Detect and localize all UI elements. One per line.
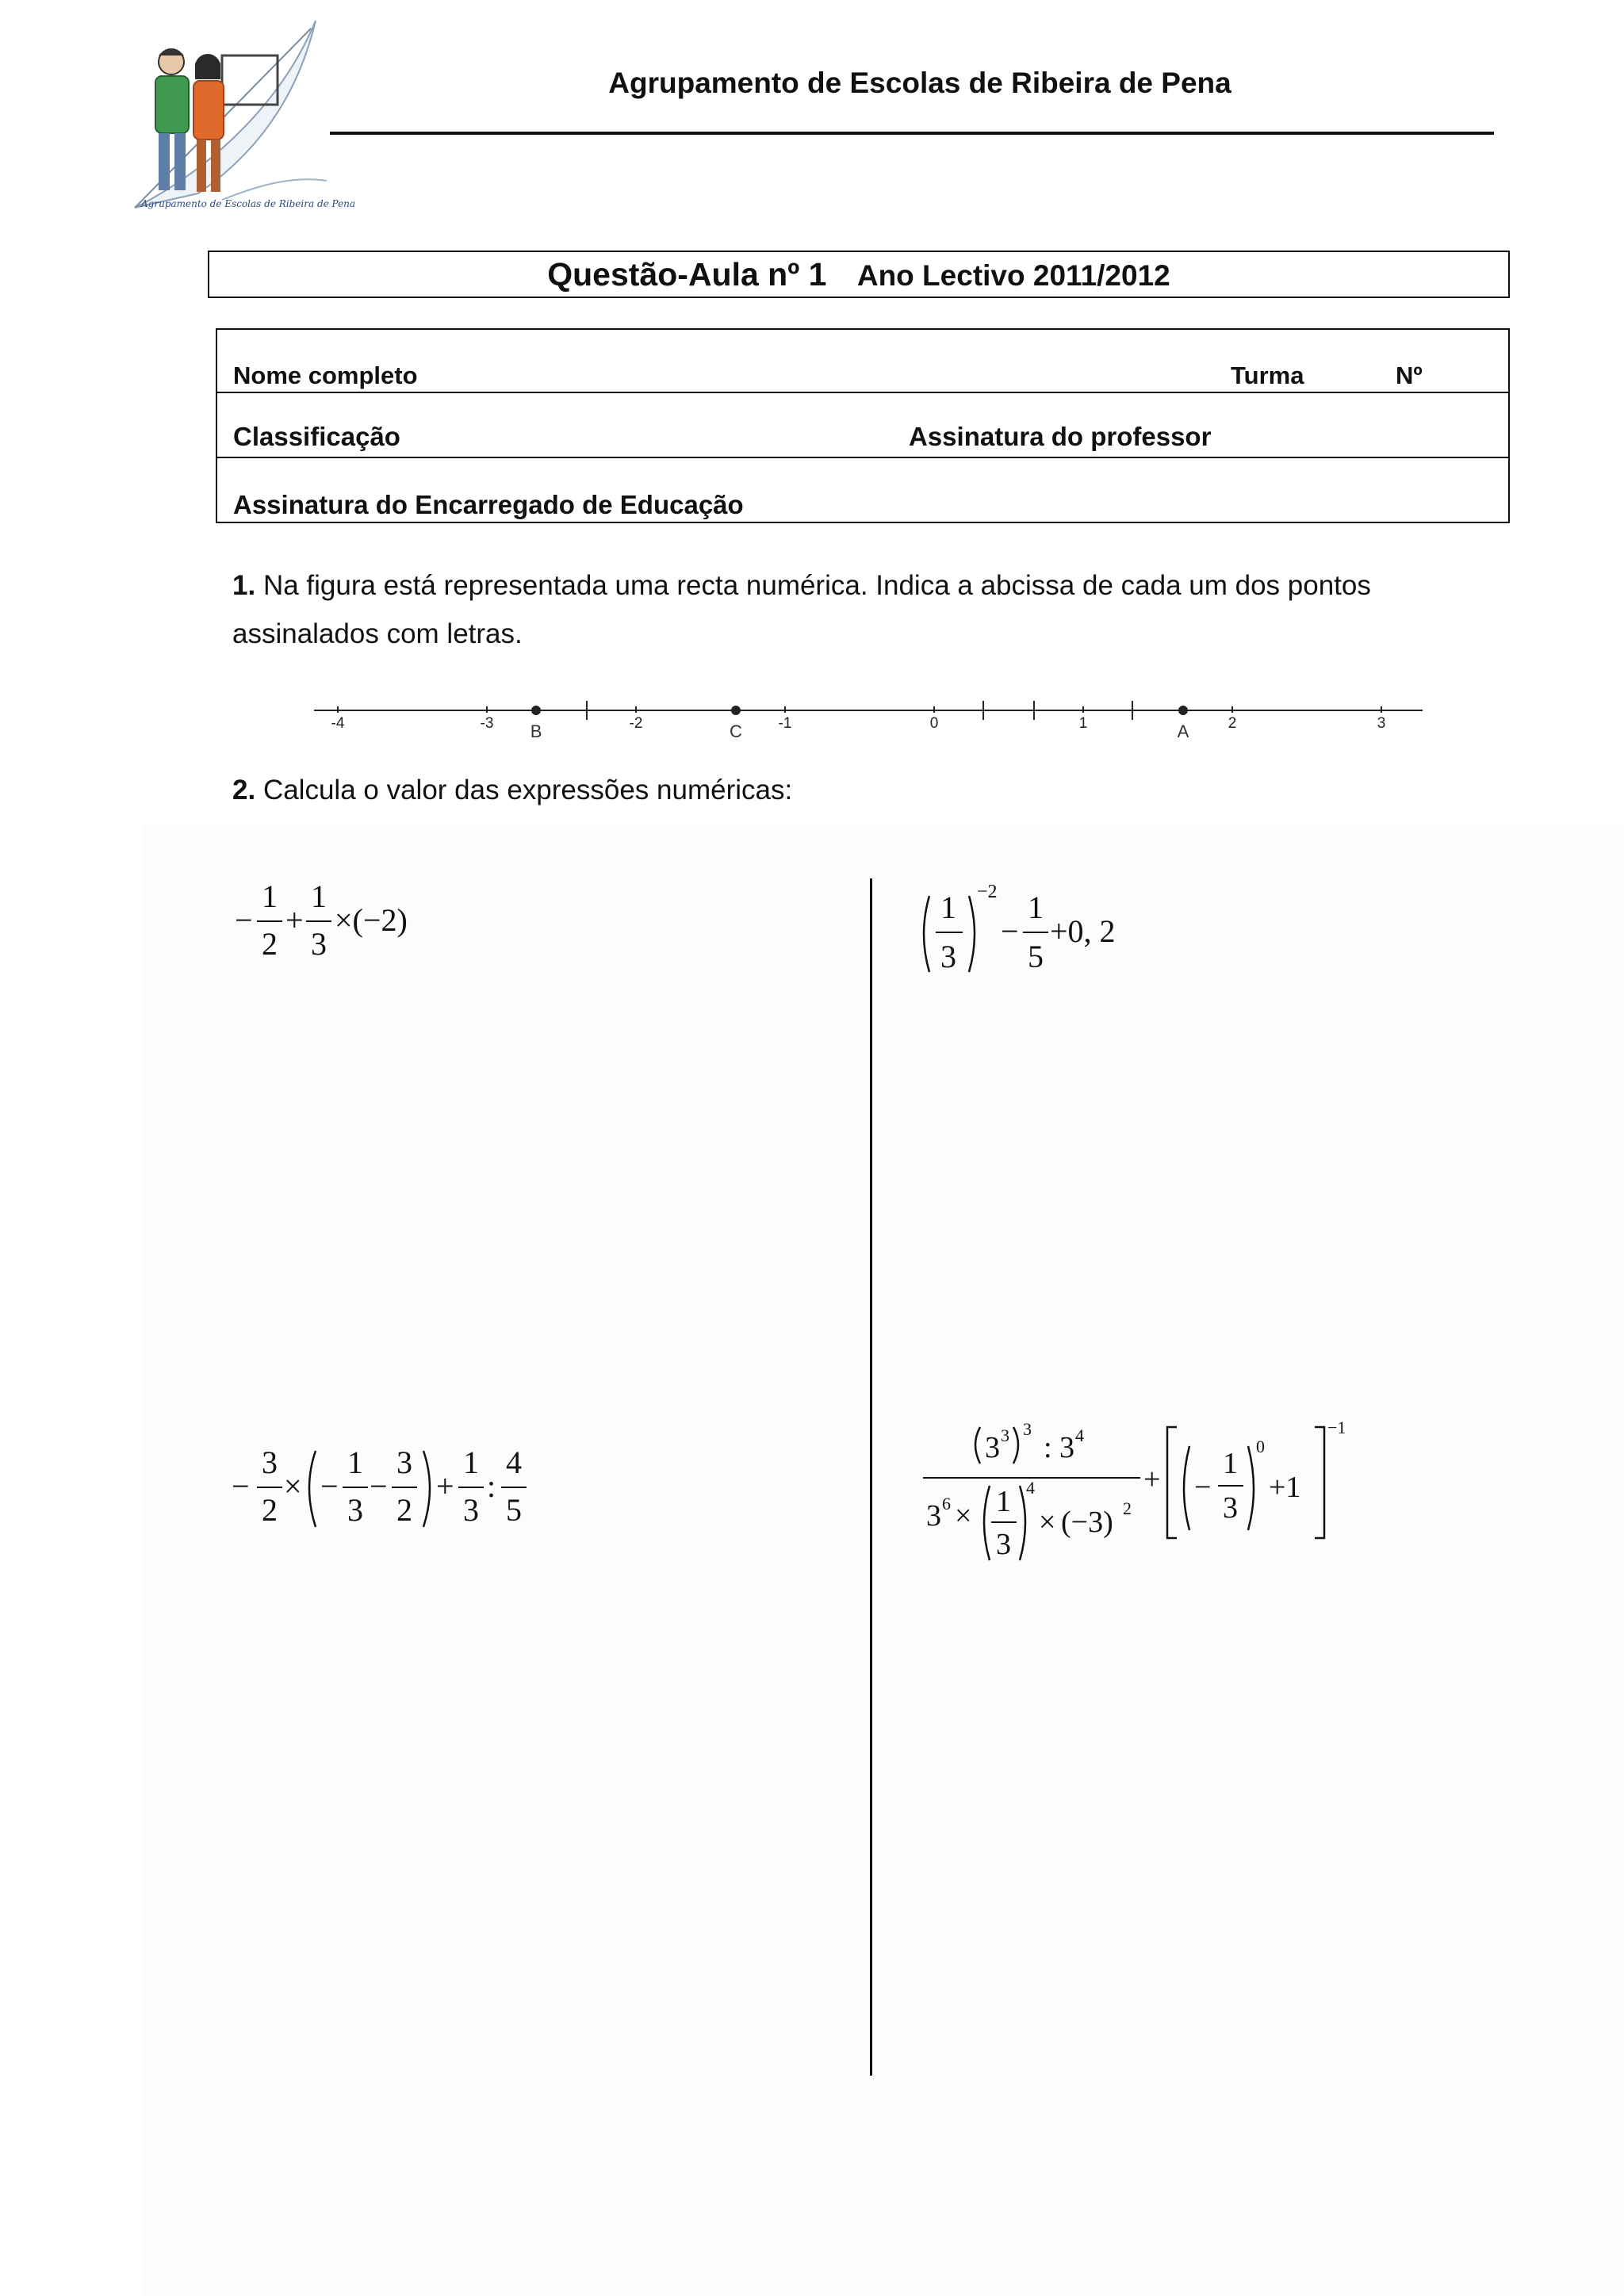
info-row-guardian [217, 458, 1508, 523]
expr-d-outer-exponent: −1 [1327, 1418, 1346, 1437]
expr-b-tail: +0, 2 [1050, 913, 1116, 949]
number-line-point-label: C [730, 721, 742, 741]
expr-d-plus: + [1143, 1463, 1161, 1496]
expr-d-exp6: 6 [942, 1494, 951, 1513]
number-line-figure [309, 693, 1435, 748]
expr-c-minus2: − [320, 1468, 339, 1504]
expr-c-num5: 4 [506, 1445, 522, 1480]
expr-c-den1: 2 [262, 1492, 278, 1528]
teacher-signature-label: Assinatura do professor [909, 422, 1212, 451]
number-line-tick-label: -3 [480, 715, 494, 732]
expr-d-frac-exp: 4 [1026, 1478, 1035, 1498]
expr-d-neg3: (−3) [1061, 1506, 1113, 1539]
expr-c-minus3: − [370, 1468, 388, 1504]
expr-d-minus: − [1194, 1471, 1212, 1504]
expr-c-den2: 3 [347, 1492, 363, 1528]
expr-d-times2: × [1039, 1506, 1056, 1539]
expr-c-plus: + [436, 1468, 454, 1504]
expr-a-num2: 1 [311, 878, 327, 914]
exam-title: Questão-Aula nº 1 [547, 256, 827, 293]
number-line-tick-label: -1 [778, 715, 792, 732]
expr-a-den2: 3 [311, 926, 327, 962]
number-line-tick-label: 1 [1078, 715, 1088, 732]
student-info-table [216, 328, 1510, 523]
number-line-tick-label: 0 [929, 715, 939, 732]
number-line-tick-label: -4 [331, 715, 345, 732]
expr-b-num2: 1 [1028, 890, 1044, 925]
expr-d-plus-one: +1 [1269, 1471, 1301, 1504]
expr-d-outer-exp: 3 [1023, 1419, 1032, 1439]
expr-a-minus: − [235, 902, 253, 938]
info-row-name [217, 330, 1508, 393]
expr-c-den5: 5 [506, 1492, 522, 1528]
info-row-grade [217, 393, 1508, 458]
expr-d-base2: 3 [1059, 1431, 1074, 1464]
expr-c-num3: 3 [396, 1445, 412, 1480]
expr-c-den3: 2 [396, 1492, 412, 1528]
expr-d-inner-exp: 3 [1001, 1425, 1009, 1445]
question-1 [232, 561, 1517, 658]
expr-a-num1: 1 [262, 878, 278, 914]
expr-d-exp2: 2 [1123, 1498, 1132, 1518]
expr-d-g-exp: 0 [1256, 1437, 1265, 1456]
expr-d-base: 3 [985, 1431, 1000, 1464]
number-line-tick-label: 2 [1228, 715, 1237, 732]
number-line-point-label: B [530, 721, 542, 741]
expr-c-num2: 1 [347, 1445, 363, 1480]
grade-label: Classificação [233, 422, 400, 451]
expr-c-colon: : [487, 1468, 496, 1504]
expr-c-num1: 3 [262, 1445, 278, 1480]
expr-d-frac-den: 3 [996, 1528, 1011, 1561]
number-line [309, 693, 1435, 748]
expression-b [918, 878, 1140, 982]
column-divider [870, 878, 872, 2076]
question-2 [232, 766, 1501, 814]
expr-c-den4: 3 [463, 1492, 479, 1528]
title-box [208, 251, 1510, 298]
header-rule [330, 132, 1494, 135]
page-background [141, 825, 1624, 2296]
question-2-number: 2. [232, 775, 256, 806]
expr-d-base3: 3 [926, 1499, 941, 1533]
number-line-point [531, 706, 541, 715]
school-year: Ano Lectivo 2011/2012 [856, 259, 1170, 292]
number-line-tick-label: -2 [629, 715, 643, 732]
expr-d-frac-num: 1 [996, 1485, 1011, 1518]
number-label: Nº [1396, 362, 1423, 389]
expr-d-times: × [955, 1499, 972, 1533]
expression-d [920, 1418, 1364, 1576]
class-label: Turma [1231, 362, 1304, 389]
expr-c-minus: − [232, 1468, 250, 1504]
school-name: Agrupamento de Escolas de Ribeira de Pena [608, 67, 1231, 99]
expr-a-den1: 2 [262, 926, 278, 962]
expr-a-plus: + [285, 902, 304, 938]
expr-b-den2: 5 [1028, 939, 1044, 974]
expr-b-num: 1 [940, 890, 956, 925]
expr-b-minus: − [1001, 913, 1019, 949]
expression-c [228, 1440, 546, 1535]
expr-b-den: 3 [940, 939, 956, 974]
expression-a [228, 875, 435, 970]
expr-d-colon: : [1044, 1431, 1052, 1464]
expr-b-exponent: −2 [977, 882, 998, 902]
expr-c-times: × [284, 1468, 302, 1504]
expr-d-g-num: 1 [1223, 1447, 1238, 1480]
number-line-point-label: A [1177, 721, 1189, 741]
school-logo [103, 17, 356, 225]
number-line-tick-label: 3 [1377, 715, 1386, 732]
guardian-signature-label: Assinatura do Encarregado de Educação [233, 490, 744, 519]
expr-d-g-den: 3 [1223, 1491, 1238, 1525]
number-line-point [1178, 706, 1188, 715]
question-1-text: Na figura está representada uma recta numérica. Indica a abcissa de cada um dos pontos assinalados com letras. [232, 570, 1371, 649]
expr-c-num4: 1 [463, 1445, 479, 1480]
logo-caption: Agrupamento de Escolas de Ribeira de Pena [141, 198, 356, 209]
question-1-number: 1. [232, 570, 256, 601]
expr-a-tail: ×(−2) [335, 902, 408, 938]
expr-d-exp4: 4 [1075, 1425, 1084, 1445]
question-2-text: Calcula o valor das expressões numéricas: [262, 775, 793, 806]
number-line-point [731, 706, 741, 715]
name-label: Nome completo [233, 362, 418, 389]
